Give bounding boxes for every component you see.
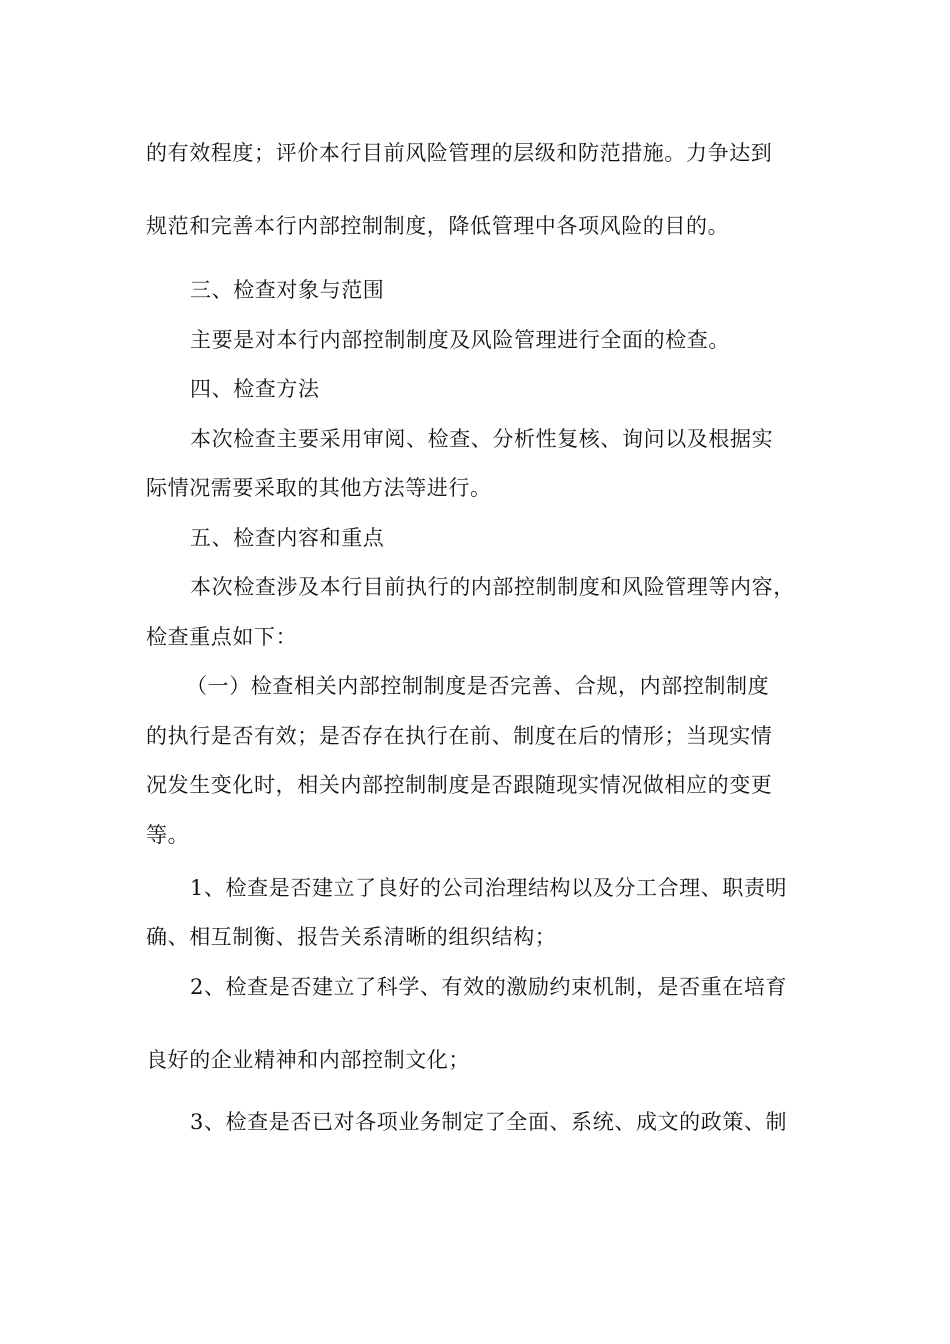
section-heading: 五、检查内容和重点 xyxy=(190,526,385,550)
paragraph-line: 况发生变化时，相关内部控制制度是否跟随现实情况做相应的变更 xyxy=(146,773,773,797)
paragraph-line: 的有效程度；评价本行目前风险管理的层级和防范措施。力争达到 xyxy=(146,141,773,165)
list-item-line: 3、检查是否已对各项业务制定了全面、系统、成文的政策、制 xyxy=(190,1110,788,1134)
paragraph-line: 际情况需要采取的其他方法等进行。 xyxy=(146,476,492,500)
paragraph-line: 良好的企业精神和内部控制文化； xyxy=(146,1048,470,1072)
paragraph-line: 规范和完善本行内部控制制度，降低管理中各项风险的目的。 xyxy=(146,214,730,238)
section-heading: 三、检查对象与范围 xyxy=(190,278,385,302)
list-item-line: 2、检查是否建立了科学、有效的激励约束机制，是否重在培育 xyxy=(190,975,788,999)
list-item-line: 1、检查是否建立了良好的公司治理结构以及分工合理、职责明 xyxy=(190,876,788,900)
paragraph-line: 本次检查涉及本行目前执行的内部控制制度和风险管理等内容， xyxy=(190,575,795,599)
paragraph-line: 本次检查主要采用审阅、检查、分析性复核、询问以及根据实 xyxy=(190,427,774,451)
paragraph-line: 主要是对本行内部控制制度及风险管理进行全面的检查。 xyxy=(190,328,730,352)
paragraph-line: 检查重点如下： xyxy=(146,625,298,649)
paragraph-line: 等。 xyxy=(146,823,190,847)
subsection-line: （一）检查相关内部控制制度是否完善、合规，内部控制制度 xyxy=(186,674,770,698)
section-heading: 四、检查方法 xyxy=(190,377,320,401)
paragraph-line: 确、相互制衡、报告关系清晰的组织结构； xyxy=(146,925,557,949)
paragraph-line: 的执行是否有效；是否存在执行在前、制度在后的情形；当现实情 xyxy=(146,724,773,748)
